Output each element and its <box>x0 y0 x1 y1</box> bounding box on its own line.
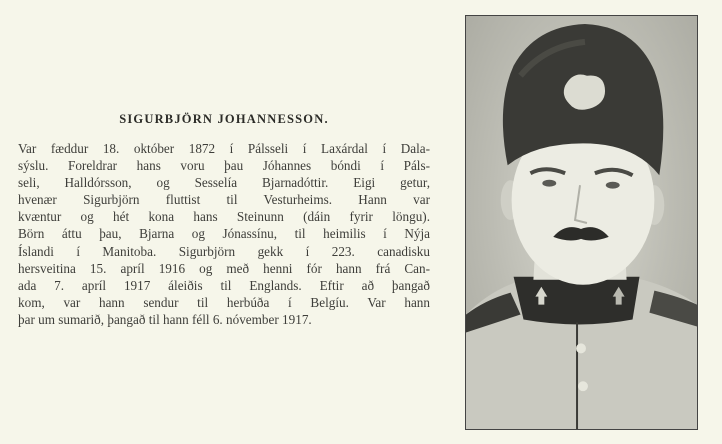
text-line: seli, Halldórsson, og Sesselía Bjarnadóttir. Eigi getur, <box>18 175 430 191</box>
text-line: hersveitina 15. apríl 1916 og með henni fór hann frá Can- <box>18 260 430 276</box>
text-line: kom, var hann sendur til herbúða í Belgíu. Var hann <box>18 294 430 310</box>
biography-paragraph <box>18 140 430 328</box>
portrait-image <box>466 16 697 429</box>
text-line: sýslu. Foreldrar hans voru þau Jóhannes bóndi í Páls- <box>18 158 430 174</box>
text-line: Íslandi í Manitoba. Sigurbjörn gekk í 223. canadisku <box>18 243 430 259</box>
text-line: þar um sumarið, þangað til hann féll 6. nóvember 1917. <box>18 311 312 327</box>
soldier-portrait-photo <box>465 15 698 430</box>
text-line: kvæntur og hét kona hans Steinunn (dáin fyrir löngu). <box>18 209 430 225</box>
text-line: Var fæddur 18. október 1872 í Pálsseli í Laxárdal í Dala- <box>18 141 430 156</box>
text-line: ada 7. apríl 1917 áleiðis til Englands. Eftir að þangað <box>18 277 430 293</box>
text-line: Börn áttu þau, Bjarna og Jónassínu, til heimilis í Nýja <box>18 226 430 242</box>
text-line: hvenær Sigurbjörn fluttist til Vesturheims. Hann var <box>18 192 430 208</box>
person-name-heading: SIGURBJÖRN JOHANNESSON. <box>119 112 329 126</box>
biography-section <box>18 112 430 328</box>
